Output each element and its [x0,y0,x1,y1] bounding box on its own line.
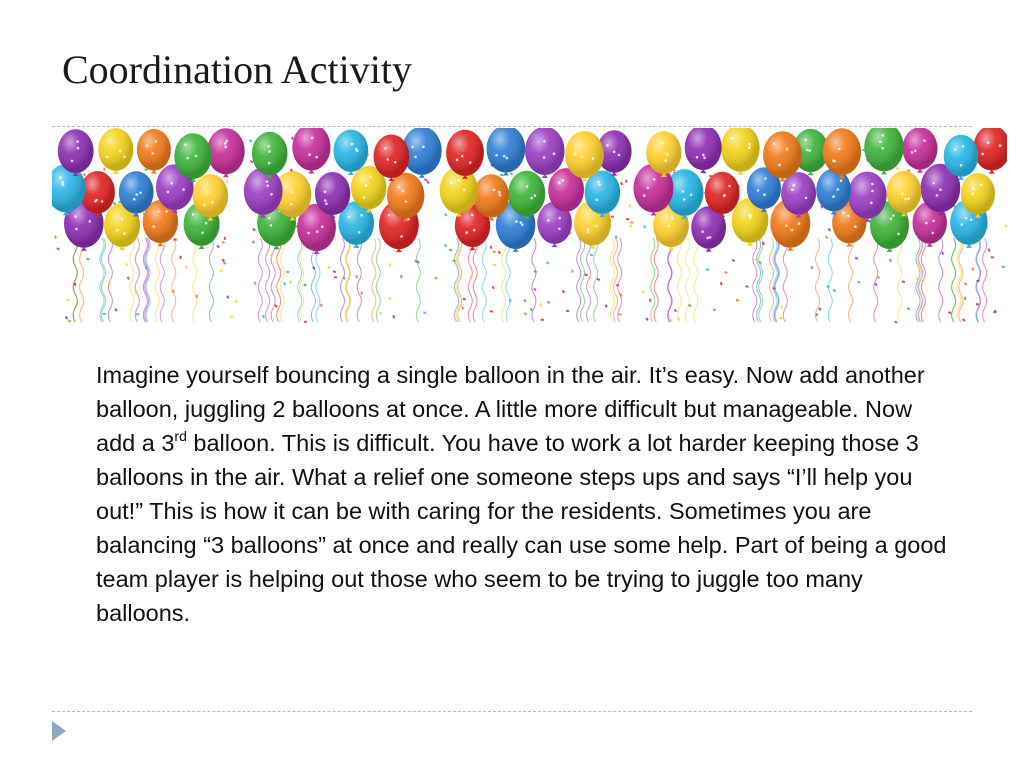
balloon-bunch-image [440,128,634,322]
body-superscript: rd [174,428,187,444]
balloon-bunch-image [816,128,1007,324]
balloon-bunch-image [52,128,245,323]
top-divider [52,126,972,127]
body-paragraph [96,358,956,630]
triangle-right-icon [52,721,66,741]
balloon-bunch-image [244,128,442,323]
body-text-part-2: balloon. This is difficult. You have to work a lot harder keeping those 3 balloons in the air. What a relief one someone steps ups and says “I’ll help you out!” This is how it can be with caring for the residents. Sometimes you are balancing “3 balloons” at once and really can use some help. Part of being a good team player is helping out those who seem to be trying to juggle too many balloons. [96,430,947,626]
balloon-bunch-image [634,128,831,322]
bottom-divider [52,711,972,712]
slide-title: Coordination Activity [62,47,412,92]
body-text-part-1: Imagine yourself bouncing a single balloon in the air. It’s easy. Now add another balloon, juggling 2 balloons at once. A little more difficult but manageable. Now add a 3 [96,362,925,456]
balloon-banner-image [52,128,1007,328]
